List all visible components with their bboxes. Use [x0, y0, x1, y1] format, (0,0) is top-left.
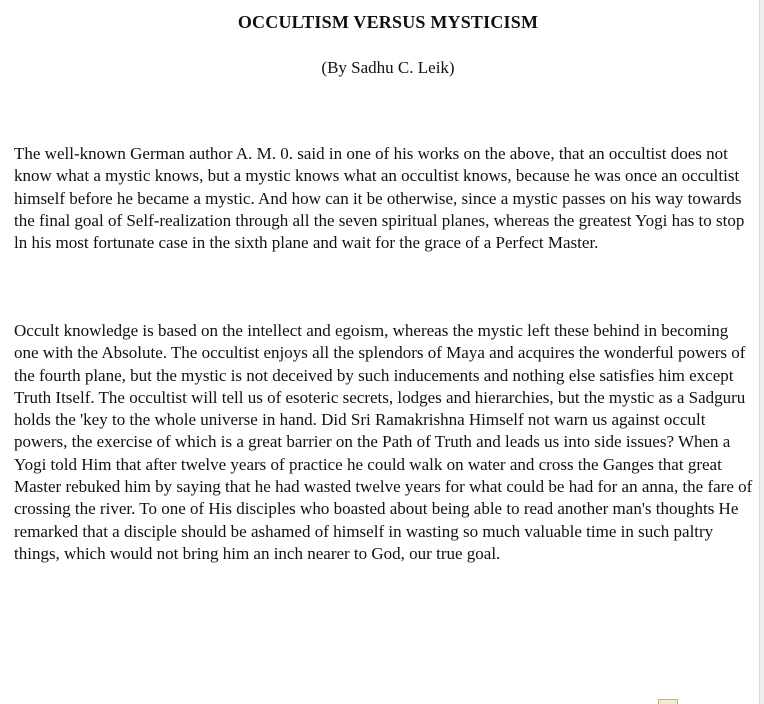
paragraph-1: The well-known German author A. M. 0. said in one of his works on the above, that an occultist does not know what a mystic knows, but a mystic knows what an occultist knows, because he was once an occultist himself before he became a mystic. And how can it be otherwise, since a mystic passes on his way towards the final goal of Self-realization through all the seven spiritual planes, whereas the greatest Yogi has to stop ln his most fortunate case in the sixth plane and wait for the grace of a Perfect Master.	[14, 144, 745, 253]
paragraph-2: Occult knowledge is based on the intellect and egoism, whereas the mystic left these behind in becoming one with the Absolute. The occultist enjoys all the splendors of Maya and acquires the wonderful powers of the fourth plane, but the mystic is not deceived by such inducements and nothing else satisfies him except Truth Itself. The occultist will tell us of esoteric secrets, lodges and hierarchies, but the mystic as a Sadguru holds the 'key to the whole universe in hand. Did Sri Ramakrishna Himself not warn us against occult powers, the exercise of which is a great barrier on the Path of Truth and leads us into side issues? When a Yogi told Him that after twelve years of practice he could walk on water and cross the Ganges that great Master rebuked him by saying that he had wasted twelve years for what could be had for an anna, the fare of crossing the river. To one of His disciples who boasted about being able to read another man's thoughts He remarked that a disciple should be ashamed of himself in wasting so much valuable time in such paltry things, which would not bring him an inch nearer to God, our true goal.	[14, 321, 753, 563]
page-corner-mark	[658, 699, 678, 704]
right-edge-border	[759, 0, 764, 704]
article-title: OCCULTISM VERSUS MYSTICISM	[237, 12, 539, 32]
author-byline: (By Sadhu C. Leik)	[321, 58, 455, 77]
